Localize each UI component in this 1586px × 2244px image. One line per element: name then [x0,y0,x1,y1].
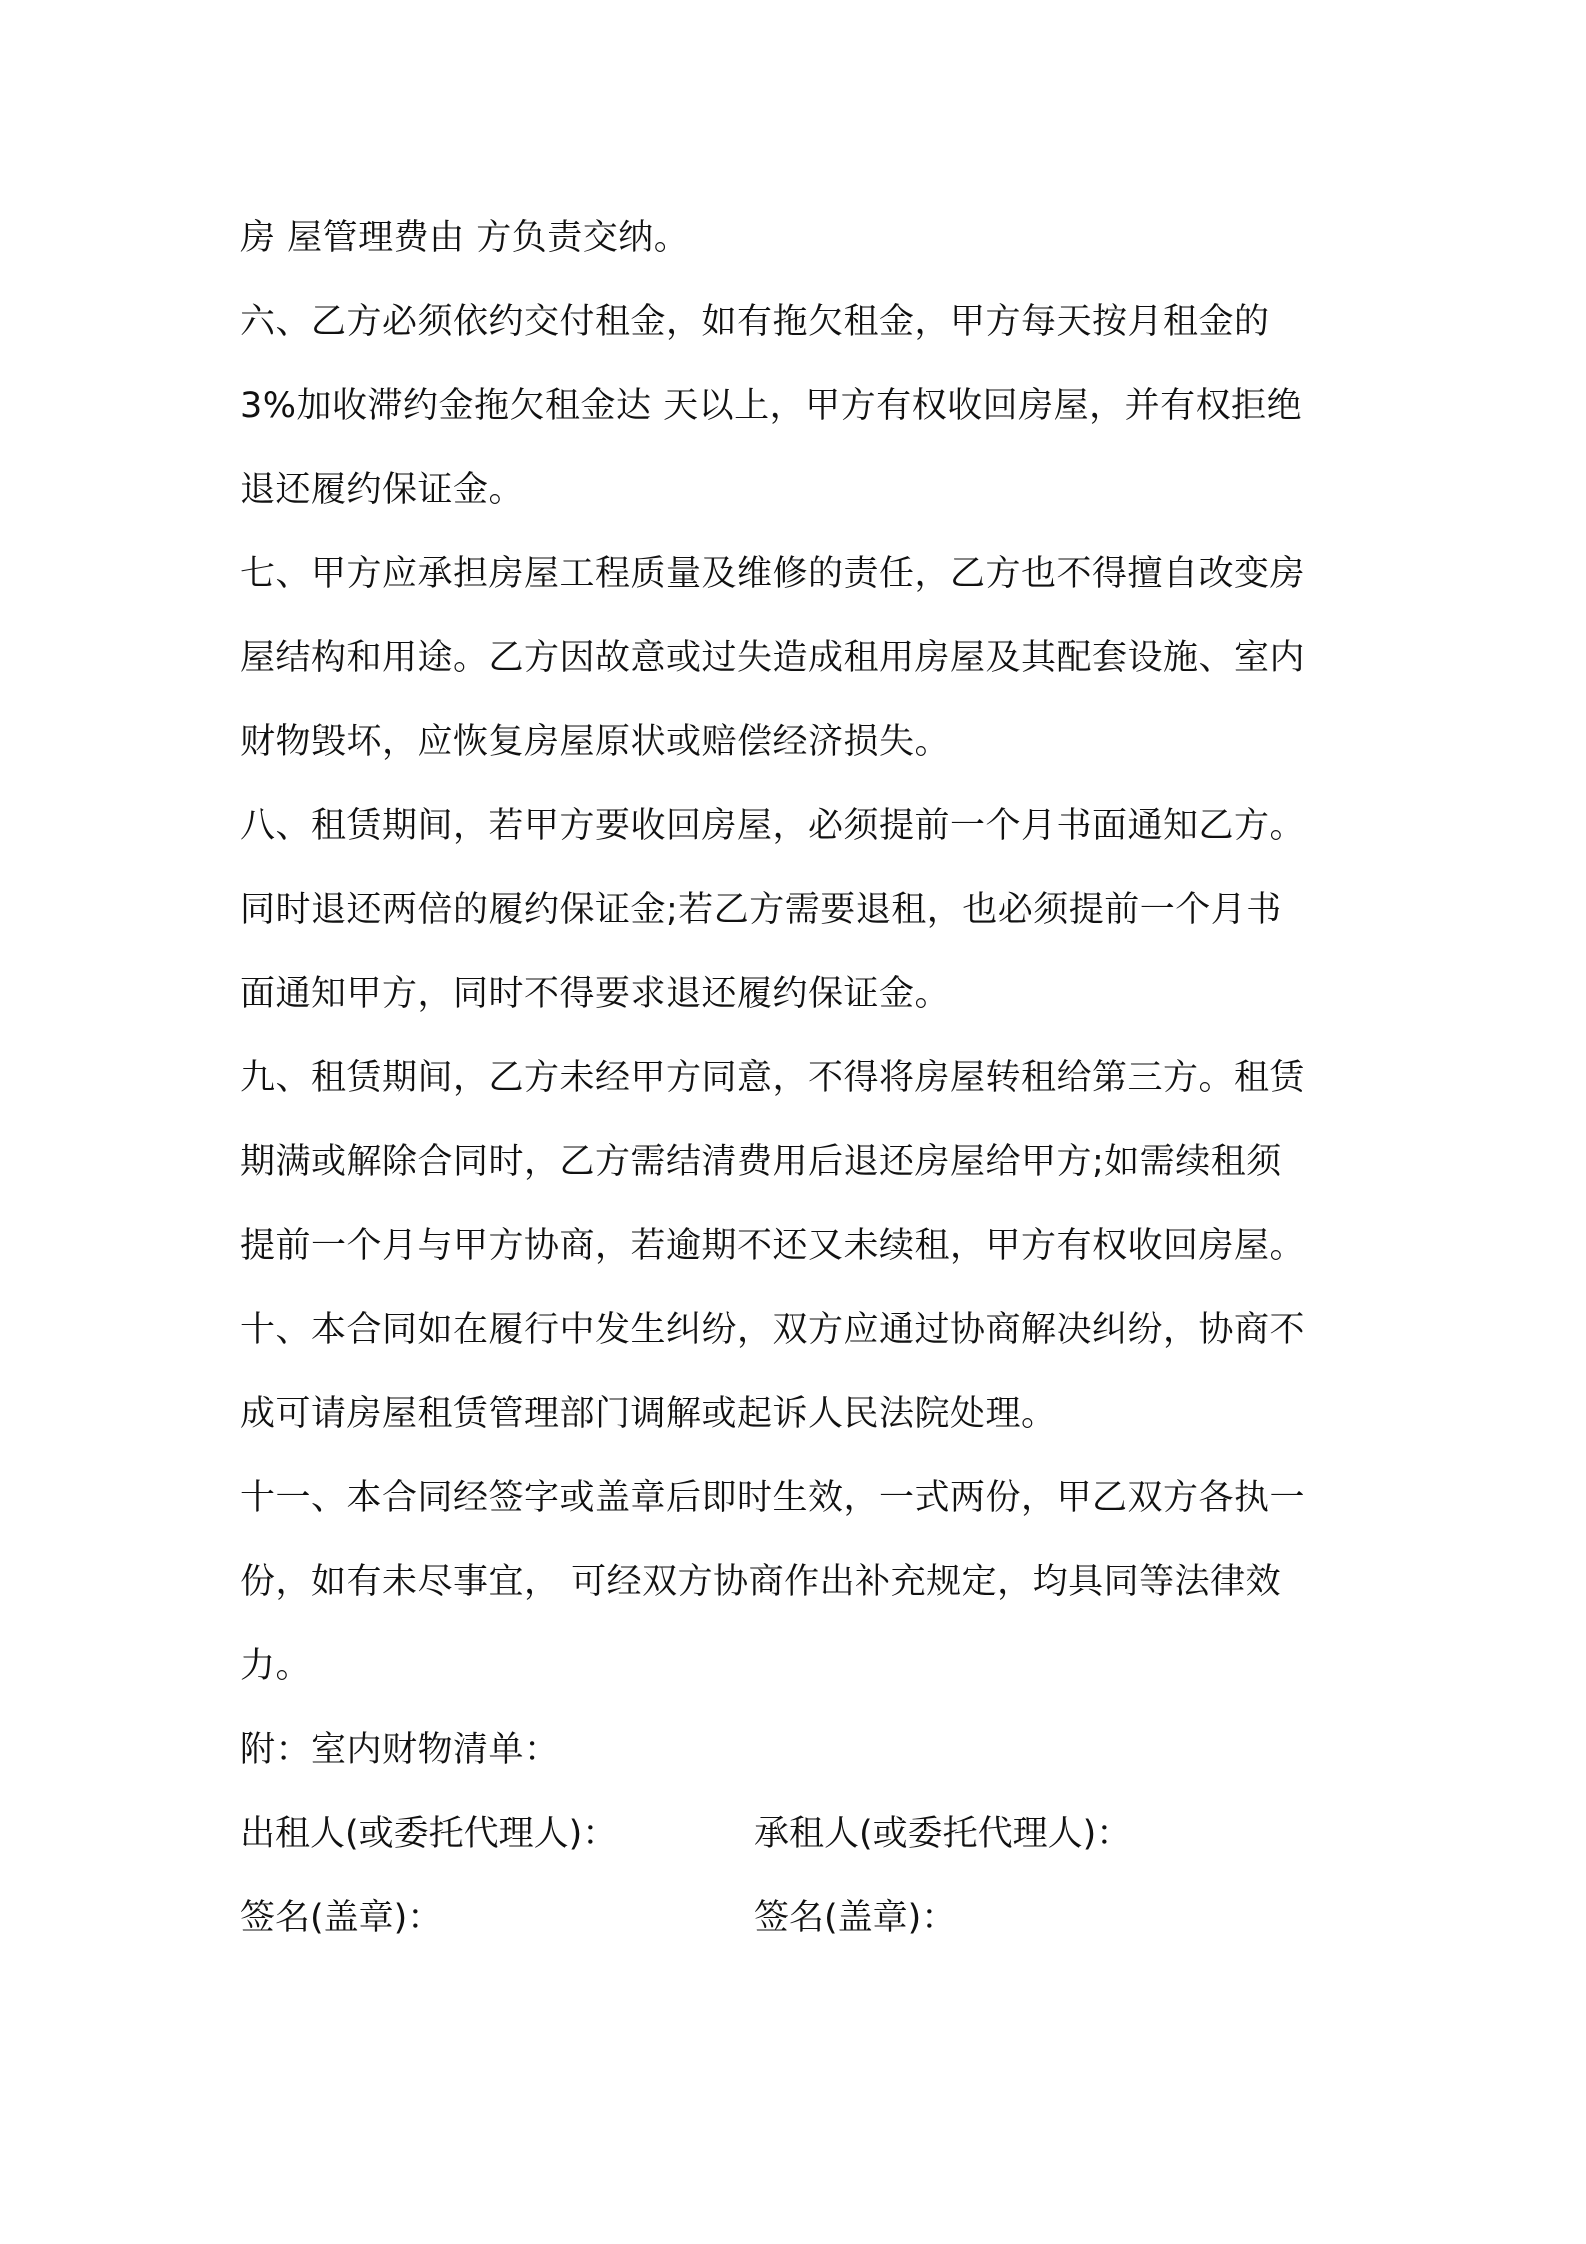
clause-10-line-1: 十、本合同如在履行中发生纠纷，双方应通过协商解决纠纷，协商不 [240,1310,1306,1350]
clause-6-line-2: 3%加收滞约金拖欠租金达 天以上，甲方有权收回房屋，并有权拒绝 [240,386,1303,426]
attachment-label: 附：室内财物清单： [240,1730,560,1770]
signature-row [240,1876,1360,1960]
document-body [240,196,1360,1960]
clause-10-line-2: 成可请房屋租赁管理部门调解或起诉人民法院处理。 [240,1394,1057,1434]
clause-9-line-3: 提前一个月与甲方协商，若逾期不还又未续租，甲方有权收回房屋。 [240,1226,1306,1266]
lessor-signature-label: 签名(盖章)： [240,1898,443,1938]
clause-6-line-1: 六、乙方必须依约交付租金，如有拖欠租金，甲方每天按月租金的 [240,302,1270,342]
clause-7-line-2: 屋结构和用途。乙方因故意或过失造成租用房屋及其配套设施、室内 [240,638,1306,678]
clause-8-line-2: 同时退还两倍的履约保证金;若乙方需要退租，也必须提前一个月书 [240,890,1282,930]
clause-9-line-2: 期满或解除合同时，乙方需结清费用后退还房屋给甲方;如需续租须 [240,1142,1282,1182]
clause-11-line-2: 份，如有未尽事宜， 可经双方协商作出补充规定，均具同等法律效 [240,1562,1282,1602]
clause-11-line-1: 十一、本合同经签字或盖章后即时生效，一式两份，甲乙双方各执一 [240,1478,1306,1518]
lessee-label: 承租人(或委托代理人)： [754,1814,1132,1854]
lessor-label: 出租人(或委托代理人)： [240,1814,618,1854]
party-label-row [240,1792,1360,1876]
clause-11-line-3: 力。 [240,1646,312,1686]
text-line-fee: 房 屋管理费由 方负责交纳。 [240,218,690,258]
clause-8-line-1: 八、租赁期间，若甲方要收回房屋，必须提前一个月书面通知乙方。 [240,806,1306,846]
clause-9-line-1: 九、租赁期间，乙方未经甲方同意，不得将房屋转租给第三方。租赁 [240,1058,1306,1098]
clause-7-line-1: 七、甲方应承担房屋工程质量及维修的责任，乙方也不得擅自改变房 [240,554,1306,594]
clause-7-line-3: 财物毁坏，应恢复房屋原状或赔偿经济损失。 [240,722,951,762]
lessee-signature-label: 签名(盖章)： [754,1898,957,1938]
clause-6-line-3: 退还履约保证金。 [240,470,525,510]
clause-8-line-3: 面通知甲方，同时不得要求退还履约保证金。 [240,974,951,1014]
